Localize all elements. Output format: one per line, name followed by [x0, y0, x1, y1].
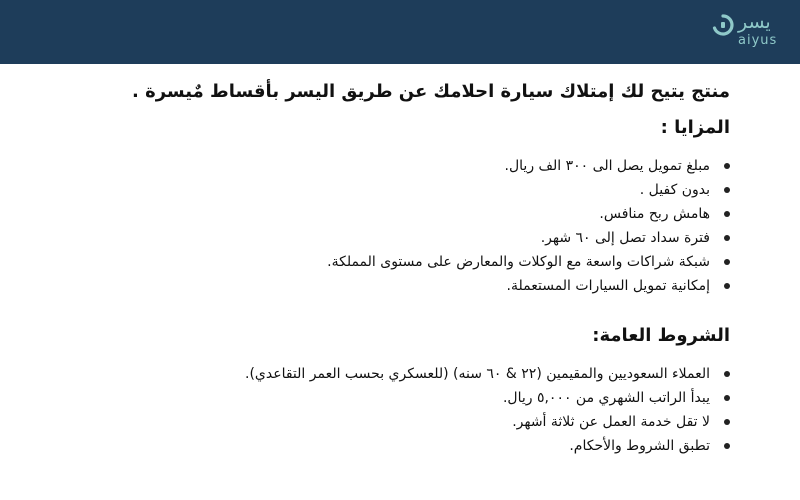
- list-item-text: هامش ربح منافس.: [599, 206, 710, 222]
- brand-logo[interactable]: [708, 10, 800, 54]
- bullet-icon: [724, 371, 730, 377]
- list-item: [30, 434, 730, 458]
- top-banner: [0, 0, 800, 64]
- bullet-icon: [724, 163, 730, 169]
- list-item-text: إمكانية تمويل السيارات المستعملة.: [506, 278, 710, 294]
- list-item-text: مبلغ تمويل يصل الى ٣٠٠ الف ريال.: [504, 158, 710, 174]
- product-description: [30, 80, 730, 458]
- list-item: [30, 274, 730, 298]
- features-title: المزايا :: [660, 117, 730, 138]
- list-item: [30, 362, 730, 386]
- list-item: [30, 226, 730, 250]
- list-item-text: فترة سداد تصل إلى ٦٠ شهر.: [540, 230, 710, 246]
- bullet-icon: [724, 187, 730, 193]
- list-item: [30, 250, 730, 274]
- list-item-text: العملاء السعوديين والمقيمين (٢٢ & ٦٠ سنه) (للعسكري بحسب العمر التقاعدي).: [245, 366, 710, 382]
- list-item: [30, 154, 730, 178]
- list-item: [30, 202, 730, 226]
- logo-latin-text: aiyus: [738, 33, 778, 48]
- list-item-text: يبدأ الراتب الشهري من ٥,٠٠٠ ريال.: [502, 390, 710, 406]
- list-item-text: شبكة شراكات واسعة مع الوكلات والمعارض على مستوى المملكة.: [327, 254, 710, 270]
- logo-mark-icon: [712, 14, 734, 36]
- bullet-icon: [724, 419, 730, 425]
- logo-arabic-text: يسر: [738, 11, 771, 33]
- conditions-list: [30, 362, 730, 458]
- bullet-icon: [724, 283, 730, 289]
- intro-text: منتج يتيح لك إمتلاك سيارة احلامك عن طريق اليسر بأقساط مٌيسرة .: [132, 81, 730, 102]
- list-item-text: تطبق الشروط والأحكام.: [569, 438, 710, 454]
- features-list: [30, 154, 730, 298]
- list-item-text: بدون كفيل .: [639, 182, 710, 198]
- list-item: [30, 386, 730, 410]
- list-item: [30, 410, 730, 434]
- bullet-icon: [724, 395, 730, 401]
- bullet-icon: [724, 211, 730, 217]
- list-item: [30, 178, 730, 202]
- list-item-text: لا تقل خدمة العمل عن ثلاثة أشهر.: [512, 414, 710, 430]
- bullet-icon: [724, 443, 730, 449]
- bullet-icon: [724, 235, 730, 241]
- conditions-title: الشروط العامة:: [592, 325, 730, 346]
- bullet-icon: [724, 259, 730, 265]
